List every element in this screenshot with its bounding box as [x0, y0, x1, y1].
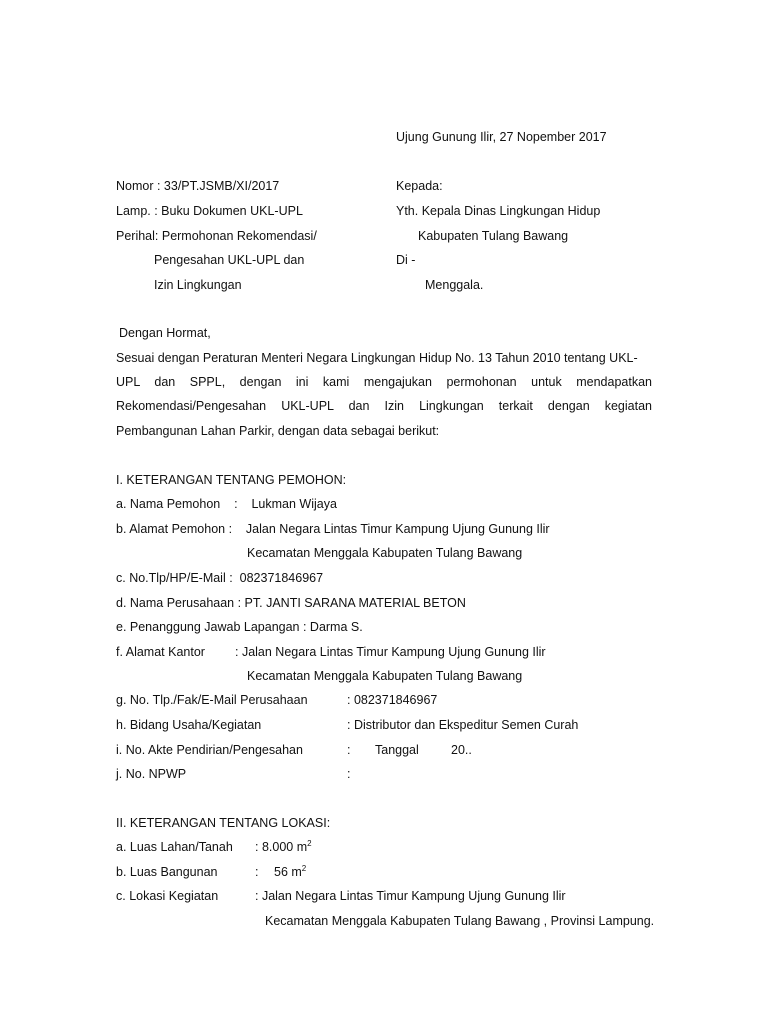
office-address-value: : Jalan Negara Lintas Timur Kampung Ujung Gunung Ilir	[235, 645, 546, 659]
company-phone-value: : 082371846967	[347, 693, 438, 707]
office-address-cont: Kecamatan Menggala Kabupaten Tulang Bawang	[247, 669, 523, 683]
paragraph-line-1: Sesuai dengan Peraturan Menteri Negara Lingkungan Hidup No. 13 Tahun 2010 tentang UKL-	[116, 351, 638, 365]
applicant-address: b. Alamat Pemohon : Jalan Negara Lintas Timur Kampung Ujung Gunung Ilir	[116, 522, 550, 536]
deed-year: 20..	[451, 743, 472, 757]
salutation: Dengan Hormat,	[119, 326, 211, 340]
subject-line-3: Izin Lingkungan	[154, 278, 242, 292]
building-area-colon: :	[255, 865, 259, 879]
subject-line-2: Pengesahan UKL-UPL dan	[154, 253, 305, 267]
company-phone-label: g. No. Tlp./Fak/E-Mail Perusahaan	[116, 693, 308, 707]
applicant-name: a. Nama Pemohon : Lukman Wijaya	[116, 497, 337, 511]
recipient-regency: Kabupaten Tulang Bawang	[418, 229, 569, 243]
npwp-colon: :	[347, 767, 351, 781]
company-name: d. Nama Perusahaan : PT. JANTI SARANA MATERIAL BETON	[116, 596, 466, 610]
office-address-label: f. Alamat Kantor	[116, 645, 205, 659]
letter-number: Nomor : 33/PT.JSMB/XI/2017	[116, 179, 280, 193]
npwp-label: j. No. NPWP	[116, 767, 187, 781]
place-date: Ujung Gunung Ilir, 27 Nopember 2017	[396, 130, 607, 144]
land-area-value: : 8.000 $m^2$	[255, 839, 312, 854]
land-area-label: a. Luas Lahan/Tanah	[116, 840, 233, 854]
paragraph-line-3: Rekomendasi/Pengesahan UKL-UPL dan Izin Lingkungan terkait dengan kegiatan	[116, 399, 652, 413]
applicant-address-cont: Kecamatan Menggala Kabupaten Tulang Bawang	[247, 546, 523, 560]
business-field-label: h. Bidang Usaha/Kegiatan	[116, 718, 262, 732]
business-field-value: : Distributor dan Ekspeditur Semen Curah	[347, 718, 579, 732]
paragraph-line-4: Pembangunan Lahan Parkir, dengan data sebagai berikut:	[116, 424, 440, 438]
recipient-di: Di -	[396, 253, 416, 267]
activity-location-label: c. Lokasi Kegiatan	[116, 889, 219, 903]
recipient-label: Kepada:	[396, 179, 443, 193]
building-area-label: b. Luas Bangunan	[116, 865, 218, 879]
land-area-sup: 2	[307, 839, 312, 848]
applicant-phone: c. No.Tlp/HP/E-Mail : 082371846967	[116, 571, 324, 585]
building-area-sup: 2	[301, 864, 307, 873]
section-2-heading: II. KETERANGAN TENTANG LOKASI:	[116, 816, 331, 830]
deed-colon: :	[347, 743, 351, 757]
activity-location-value: : Jalan Negara Lintas Timur Kampung Ujung Gunung Ilir	[255, 889, 566, 903]
building-area-value: 56 $m^2$	[274, 864, 307, 879]
recipient-city: Menggala.	[425, 278, 484, 292]
field-responsible: e. Penanggung Jawab Lapangan : Darma S.	[116, 620, 363, 634]
recipient-title: Yth. Kepala Dinas Lingkungan Hidup	[396, 204, 601, 218]
deed-date-label: Tanggal	[375, 743, 419, 757]
activity-location-cont: Kecamatan Menggala Kabupaten Tulang Bawang , Provinsi Lampung.	[265, 914, 655, 928]
subject-line-1: Perihal: Permohonan Rekomendasi/	[116, 229, 317, 243]
attachment-line: Lamp. : Buku Dokumen UKL-UPL	[116, 204, 303, 218]
section-1-heading: I. KETERANGAN TENTANG PEMOHON:	[116, 473, 347, 487]
paragraph-line-2: UPL dan SPPL, dengan ini kami mengajukan permohonan untuk mendapatkan	[116, 375, 652, 389]
deed-label: i. No. Akte Pendirian/Pengesahan	[116, 743, 303, 757]
